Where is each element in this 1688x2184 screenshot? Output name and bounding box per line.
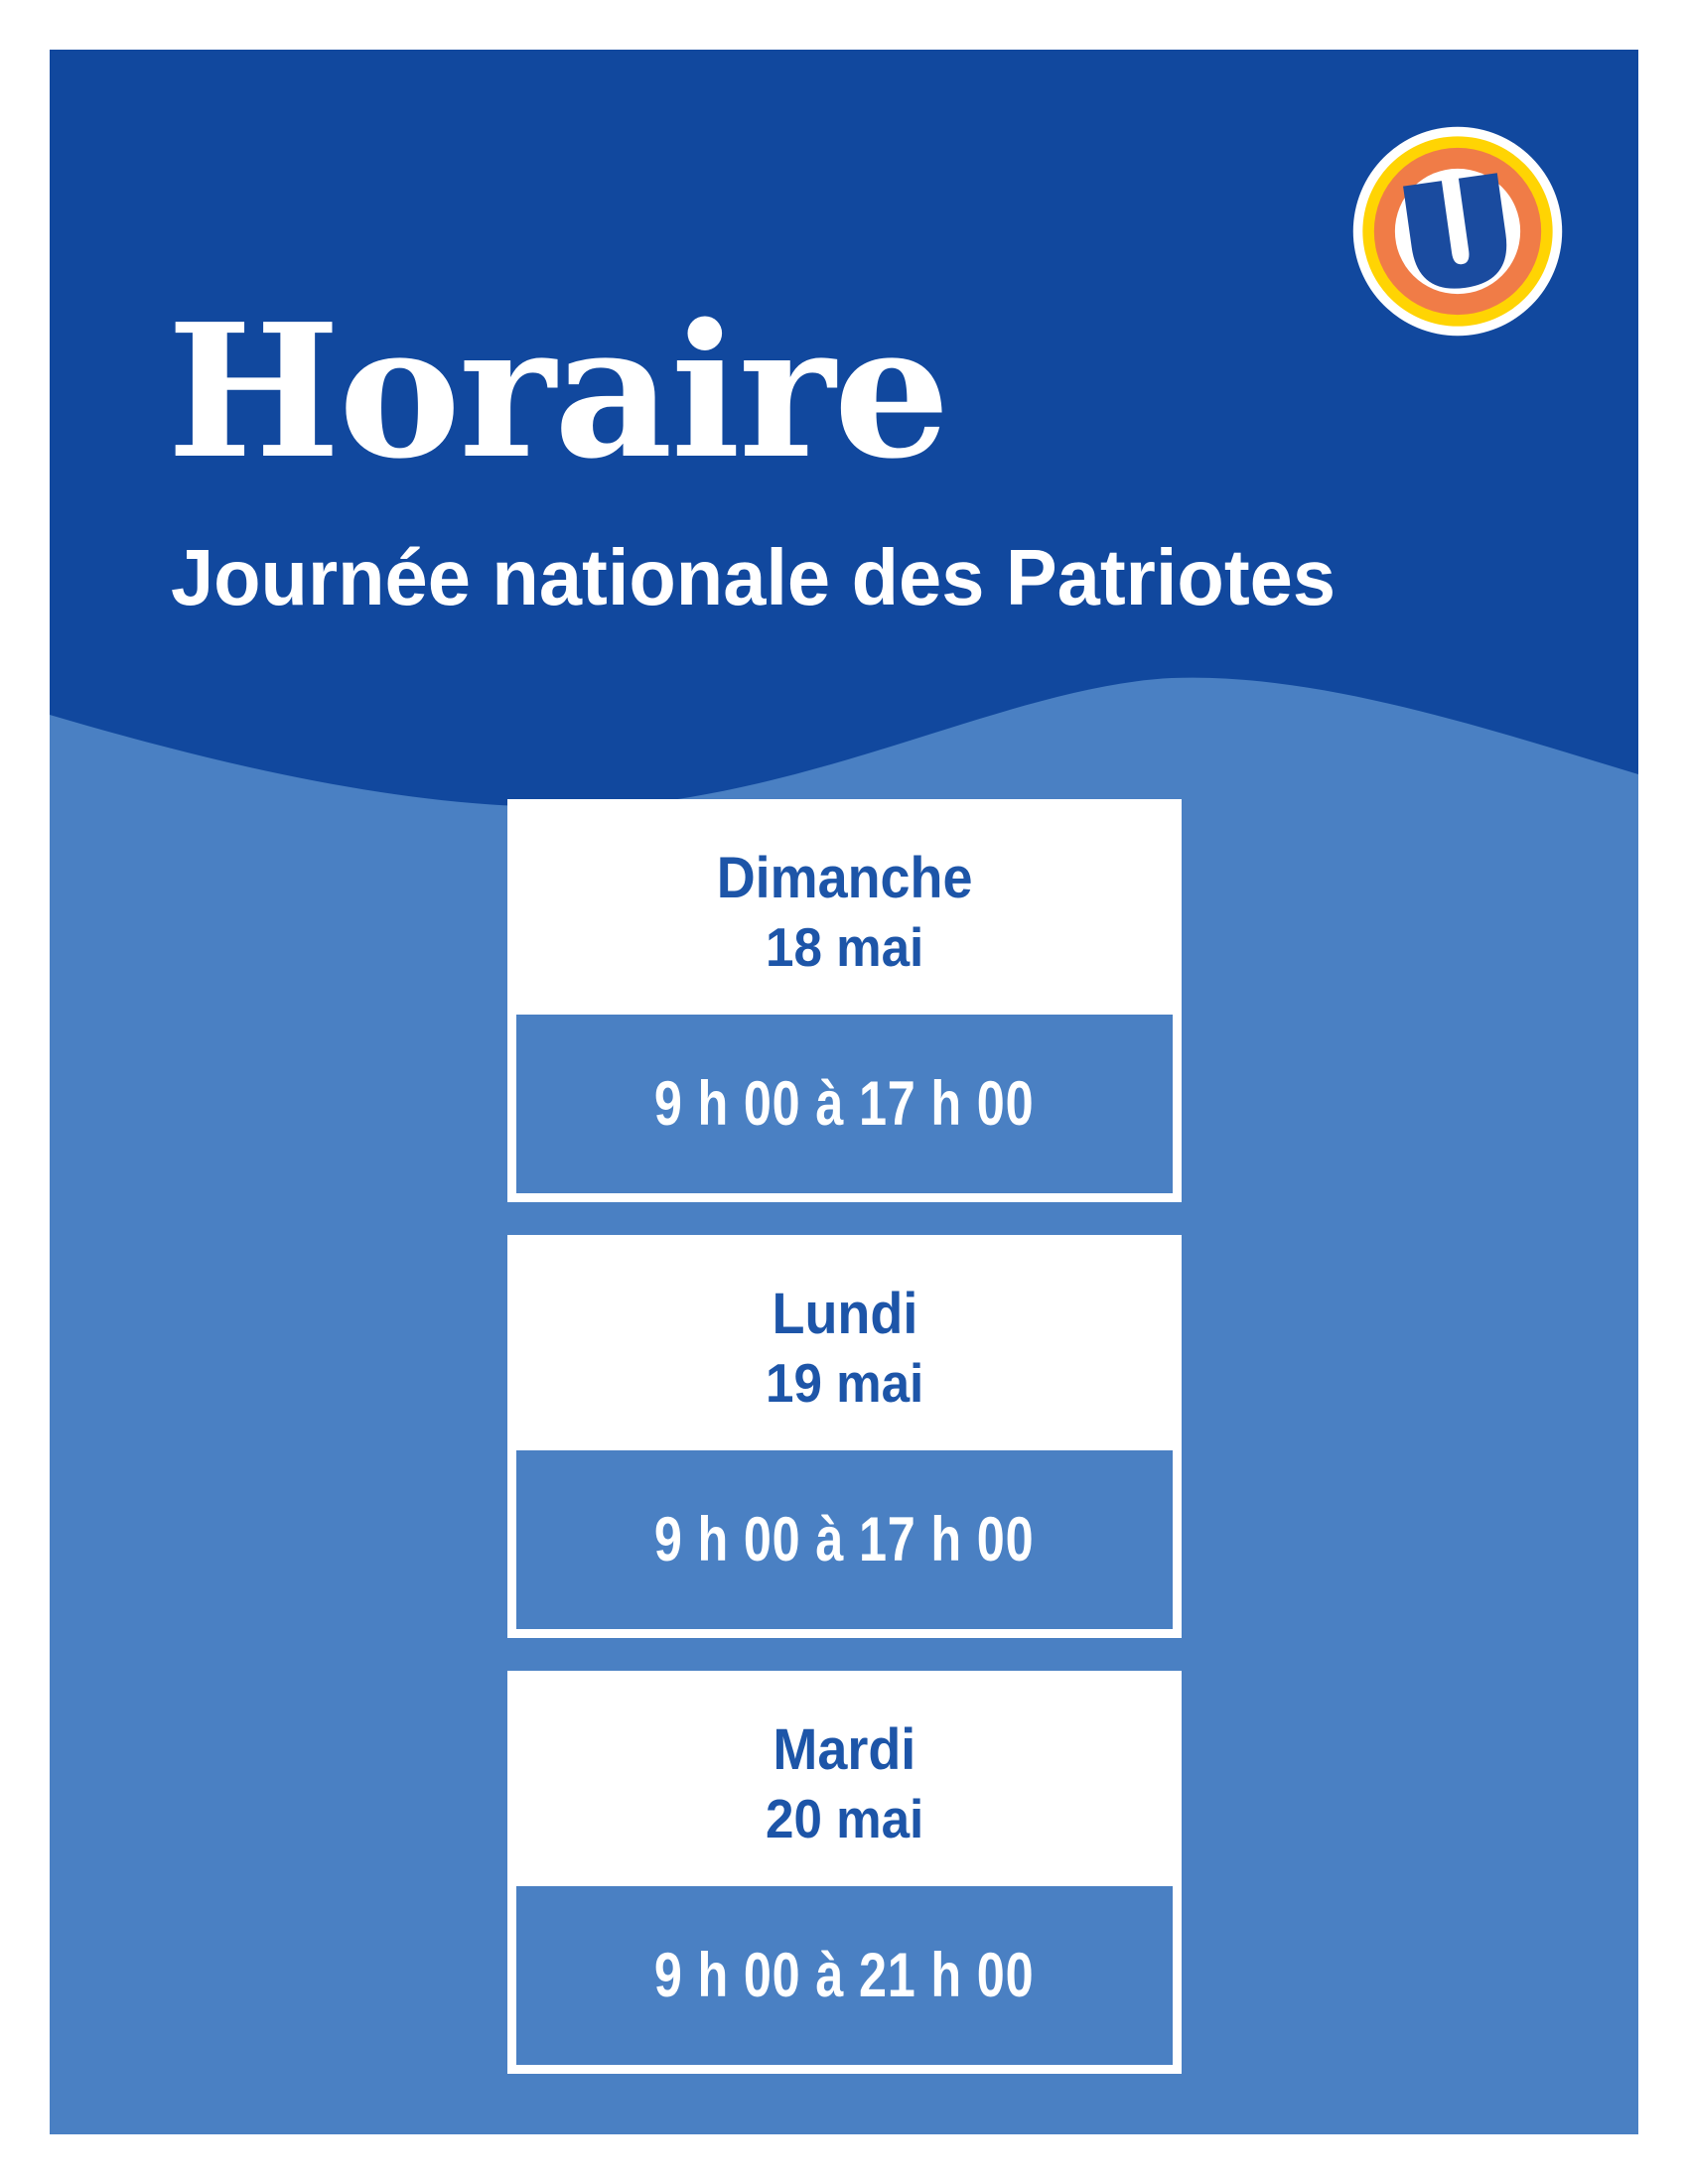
hours-label: 9 h 00 à 21 h 00	[654, 1940, 1035, 2010]
day-label: Mardi	[773, 1716, 916, 1782]
poster	[50, 50, 1638, 2134]
hours-label: 9 h 00 à 17 h 00	[654, 1068, 1035, 1139]
date-label: 19 mai	[765, 1351, 924, 1414]
schedule-list	[507, 799, 1182, 2074]
schedule-card	[507, 1671, 1182, 2074]
hours-panel	[516, 1450, 1173, 1629]
schedule-card	[507, 799, 1182, 1202]
poster-title: Horaire	[167, 283, 948, 499]
card-header	[507, 1235, 1182, 1450]
u-logo-icon	[1348, 122, 1567, 341]
day-label: Dimanche	[716, 845, 973, 910]
hours-panel	[516, 1015, 1173, 1193]
card-header	[507, 1671, 1182, 1886]
date-label: 18 mai	[765, 915, 924, 978]
hours-panel	[516, 1886, 1173, 2065]
card-header	[507, 799, 1182, 1015]
uniprix-logo	[1348, 122, 1567, 341]
poster-subtitle: Journée nationale des Patriotes	[171, 533, 1336, 621]
date-label: 20 mai	[765, 1787, 924, 1849]
schedule-card	[507, 1235, 1182, 1638]
day-label: Lundi	[772, 1281, 917, 1346]
hours-label: 9 h 00 à 17 h 00	[654, 1504, 1035, 1574]
